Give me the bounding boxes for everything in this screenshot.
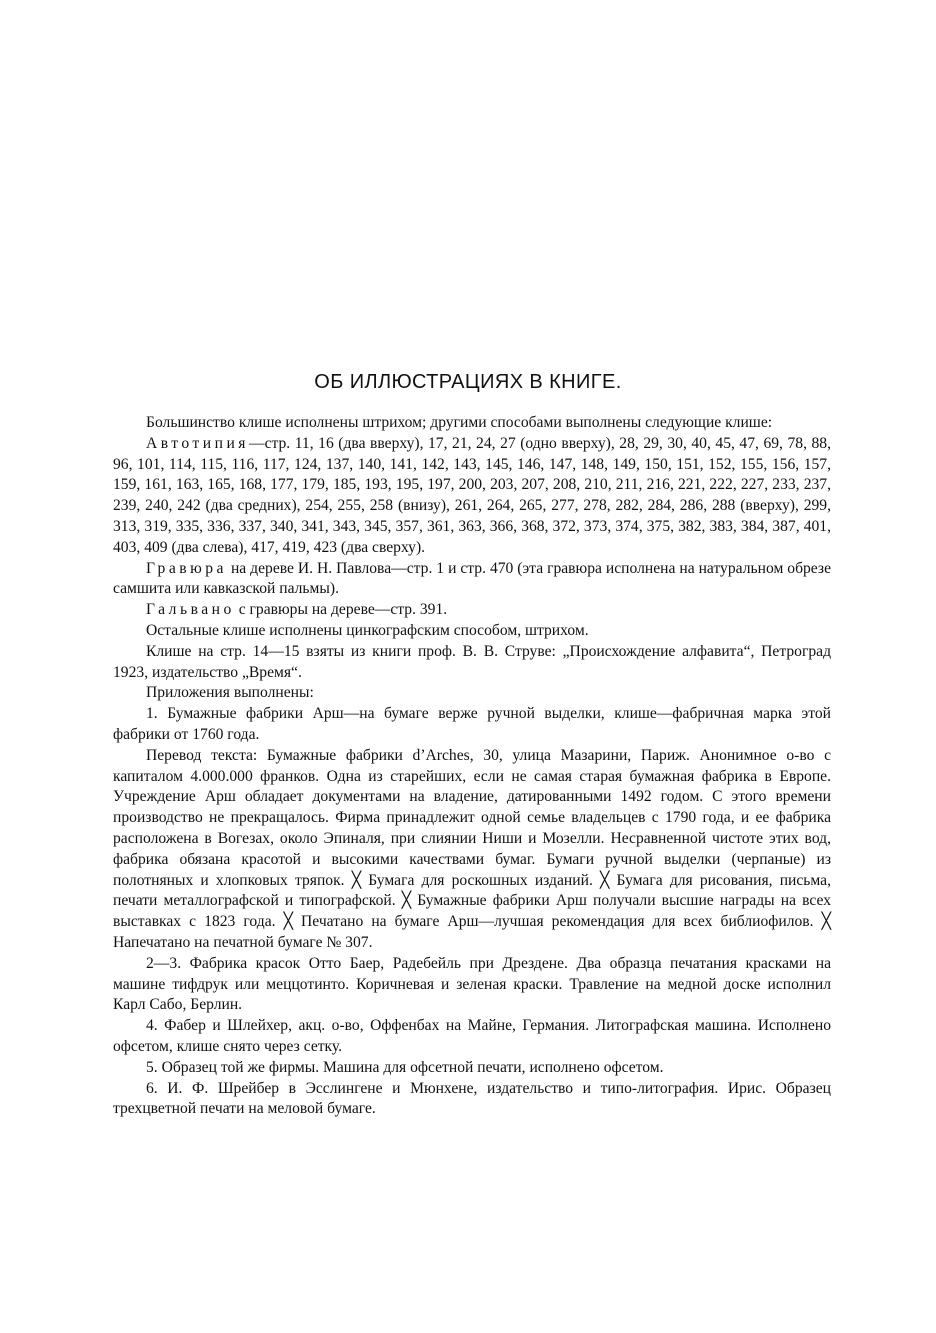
paragraph-text: Большинство клише исполнены штрихом; другими способами выполнены следующие клише:	[146, 414, 773, 431]
paragraph	[113, 413, 831, 434]
paragraph-text: на дереве И. Н. Павлова—стр. 1 и стр. 470 (эта гравюра исполнена на натуральном обрезе самшита или кавказской пальмы).	[113, 559, 831, 598]
document-body	[113, 413, 831, 1120]
paragraph	[113, 434, 831, 559]
paragraph	[113, 704, 831, 746]
paragraph	[113, 1079, 831, 1121]
paragraph-text: Остальные клише исполнены цинкографским способом, штрихом.	[146, 621, 589, 639]
paragraph	[113, 683, 831, 704]
paragraph-text: 1. Бумажные фабрики Арш—на бумаге верже ручной выделки, клише—фабричная марка этой фабрики от 1760 года.	[113, 705, 831, 743]
paragraph	[113, 746, 831, 954]
paragraph-text: Перевод текста: Бумажные фабрики d’Arches, 30, улица Мазарини, Париж. Анонимное о-во с капиталом 4.000.000 франков. Одна из старейших, если не самая старая бумажная фабрика в Европе. Учреждение Арш обладает документами на владение, датированными 1492 годом. С этого времени производство не прекращалось. Фирма принадлежит одной семье владельцев с 1790 года, и ее фабрика расположена в Вогезах, около Эпиналя, при слиянии Ниши и Мозелли. Несравненной чистоте этих вод, фабрика обязана красотой и высокими качествами бумаг. Бумаги ручной выделки (черпаные) из полотняных и хлопковых тряпок. ╳ Бумага для роскошных изданий. ╳ Бумага для рисования, письма, печати металлографской и типографской. ╳ Бумажные фабрики Арш получали высшие награды на всех выставках с 1823 года. ╳ Печатано на бумаге Арш—лучшая рекомендация для всех библиофилов. ╳ Напечатано на печатной бумаге № 307.	[113, 746, 831, 951]
paragraph-text: 4. Фабер и Шлейхер, акц. о-во, Оффенбах на Майне, Германия. Литографская машина. Исполнено офсетом, клише снято через сетку.	[113, 1017, 831, 1055]
spaced-term: Гравюра	[146, 559, 227, 577]
paragraph	[113, 621, 831, 642]
paragraph-text: Приложения выполнены:	[146, 684, 314, 702]
paragraph	[113, 559, 831, 601]
paragraph-text: —стр. 11, 16 (два вверху), 17, 21, 24, 27 (одно вверху), 28, 29, 30, 40, 45, 47, 69, 78, 88, 96, 101, 114, 115, 116, 117, 124, 137, 140, 141, 142, 143, 145, 146, 147, 148, 149, 150, 151, 152, 155, 156, 157, 159, 161, 163, 165, 168, 177, 179, 185, 193, 195, 197, 200, 203, 207, 208, 210, 211, 216, 221, 222, 227, 233, 237, 239, 240, 242 (два средних), 254, 255, 258 (внизу), 261, 264, 265, 277, 278, 282, 284, 286, 288 (вверху), 299, 313, 319, 335, 336, 337, 340, 341, 343, 345, 357, 361, 363, 366, 368, 372, 373, 374, 375, 382, 383, 384, 387, 401, 403, 409 (два слева), 417, 419, 423 (два сверху).	[113, 434, 831, 556]
paragraph-text: 5. Образец той же фирмы. Машина для офсетной печати, исполнено офсетом.	[146, 1058, 664, 1076]
paragraph-text: 6. И. Ф. Шрейбер в Эсслингене и Мюнхене, издательство и типо-литография. Ирис. Образец трехцветной печати на меловой бумаге.	[113, 1079, 831, 1118]
page-title: ОБ ИЛЛЮСТРАЦИЯХ В КНИГЕ.	[314, 371, 622, 393]
paragraph	[113, 1058, 831, 1079]
paragraph-text: Клише на стр. 14—15 взяты из книги проф. В. В. Струве: „Происхождение алфавита“, Петроград 1923, издательство „Время“.	[113, 642, 831, 681]
paragraph	[113, 1016, 831, 1058]
paragraph-text: с гравюры на дереве—стр. 391.	[234, 601, 448, 619]
spaced-term: Гальвано	[146, 601, 235, 619]
paragraph-text: 2—3. Фабрика красок Отто Баер, Радебейль при Дрездене. Два образца печатания красками на машине тифдрук или меццотинто. Коричневая и зеленая краски. Травление на медной доске исполнил Карл Сабо, Берлин.	[113, 954, 831, 1014]
spaced-term: Автотипия	[146, 434, 249, 452]
paragraph	[113, 954, 831, 1016]
paragraph	[113, 600, 831, 621]
paragraph	[113, 642, 831, 684]
